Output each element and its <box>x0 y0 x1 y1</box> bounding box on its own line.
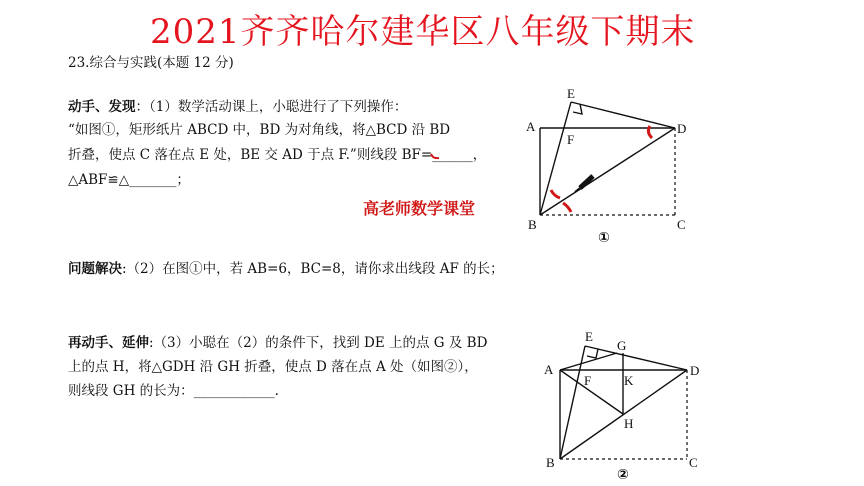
fig2-line-ah <box>560 370 623 414</box>
fig1-label-c: C <box>677 217 686 232</box>
part3-text: :（3）小聪在（2）的条件下，找到 DE 上的点 G 及 BD <box>149 335 488 351</box>
question-header: 23.综合与实践(本题 12 分) <box>68 55 234 71</box>
fig1-label-a: A <box>526 119 536 134</box>
part1-line4: △ABF≌△_______； <box>68 172 190 188</box>
fig1-right-angle <box>573 104 582 114</box>
watermark-text: 高老师数学课堂 <box>363 199 476 218</box>
fig1-line-ed <box>571 102 675 128</box>
fig2-caption: ② <box>617 467 629 483</box>
fig2-right-angle <box>587 349 598 358</box>
part2-text: :（2）在图①中，若 AB=6，BC=8，请你求出线段 AF 的长； <box>122 261 504 277</box>
fig2-label-f: F <box>584 373 592 388</box>
part1-heading: 动手、发现 <box>68 99 136 115</box>
fig2-label-h: H <box>624 416 634 431</box>
fig1-label-f: F <box>567 132 575 147</box>
fig2-label-b: B <box>546 455 555 470</box>
fig2-label-a: A <box>544 362 554 377</box>
fig2-label-g: G <box>617 338 627 353</box>
fig1-angle-mark <box>551 190 560 198</box>
fig2-label-k: K <box>624 373 634 388</box>
part1-line3: 折叠，使点 C 落在点 E 处，BE 交 AD 于点 F.”则线段 BF=______， <box>68 147 487 163</box>
part1-line2: “如图①，矩形纸片 ABCD 中，BD 为对角线，将△BCD 沿 BD <box>68 122 451 138</box>
fig1-label-e: E <box>567 86 575 101</box>
annotation-underline-mark <box>431 154 439 158</box>
fig1-label-d: D <box>677 121 687 136</box>
part1-text: ：（1）数学活动课上，小聪进行了下列操作： <box>135 99 408 115</box>
part3-line2: 上的点 H，将△GDH 沿 GH 折叠，使点 D 落在点 A 处（如图②）， <box>68 359 478 375</box>
part3-heading: 再动手、延伸 <box>68 335 149 351</box>
fig2-label-d: D <box>690 363 700 378</box>
fig2-line-ag <box>560 353 617 370</box>
part2-heading: 问题解决 <box>68 261 122 277</box>
fig1-angle-mark <box>563 203 571 212</box>
video-title: 2021齐齐哈尔建华区八年级下期末 <box>150 12 696 52</box>
fig1-caption: ① <box>598 230 610 246</box>
fig1-label-b: B <box>528 217 537 232</box>
part3-line3: 则线段 GH 的长为：____________. <box>68 383 279 399</box>
fig2-label-e: E <box>585 329 593 344</box>
fig2-label-c: C <box>689 455 698 470</box>
